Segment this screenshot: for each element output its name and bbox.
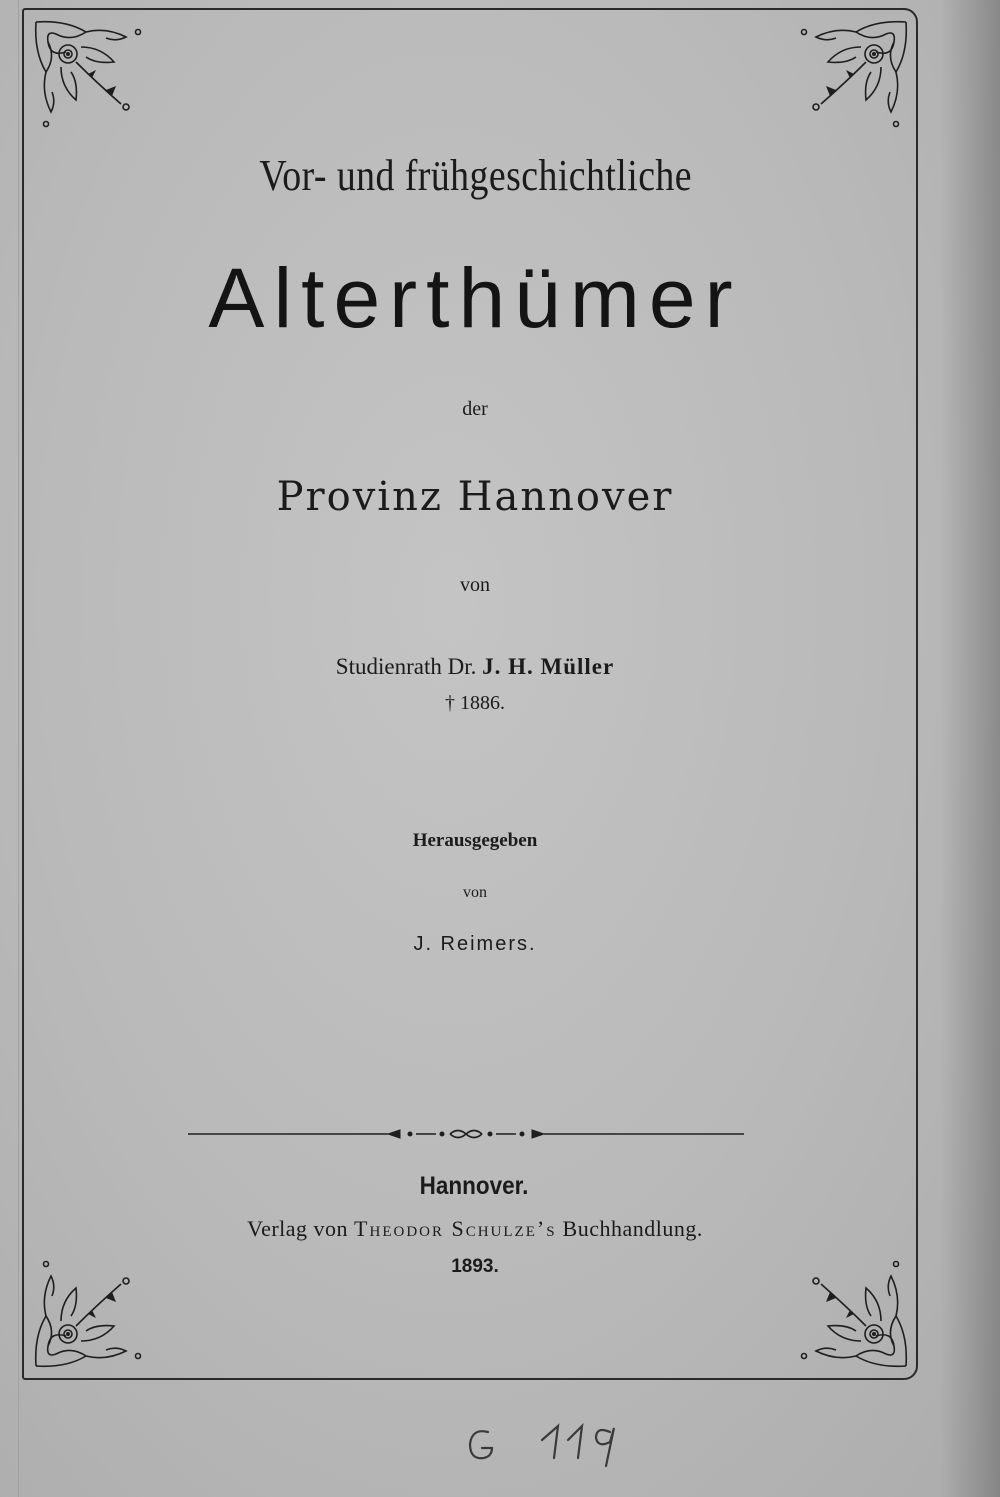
edited-label: Herausgegeben <box>412 830 538 851</box>
author-prefix: Studienrath Dr. <box>335 654 477 679</box>
by-label: von <box>460 574 490 596</box>
edited-by-label: von <box>463 884 487 901</box>
publisher-name: Theodor Schulze’s <box>354 1216 557 1241</box>
corner-ornament-top-left <box>26 12 156 142</box>
author-line <box>0 654 950 680</box>
main-title: Alterthümer <box>208 251 742 345</box>
publisher-prefix: Verlag von <box>247 1216 349 1241</box>
subtitle: Vor- und frühgeschichtliche <box>259 151 692 200</box>
decorative-rule <box>188 1126 744 1142</box>
imprint-city: Hannover. <box>419 1172 529 1200</box>
handwritten-shelfmark <box>462 1410 642 1470</box>
corner-ornament-top-right <box>786 12 916 142</box>
editor-name: J. Reimers. <box>413 933 537 955</box>
imprint-year: 1893. <box>451 1256 499 1277</box>
author-name: J. H. Müller <box>482 654 615 679</box>
author-death-year: † 1886. <box>445 692 505 714</box>
connector-der: der <box>462 398 488 420</box>
publisher-suffix: Buchhandlung. <box>562 1216 703 1241</box>
province-title: Provinz Hannover <box>276 474 674 520</box>
imprint-publisher <box>0 1216 950 1242</box>
